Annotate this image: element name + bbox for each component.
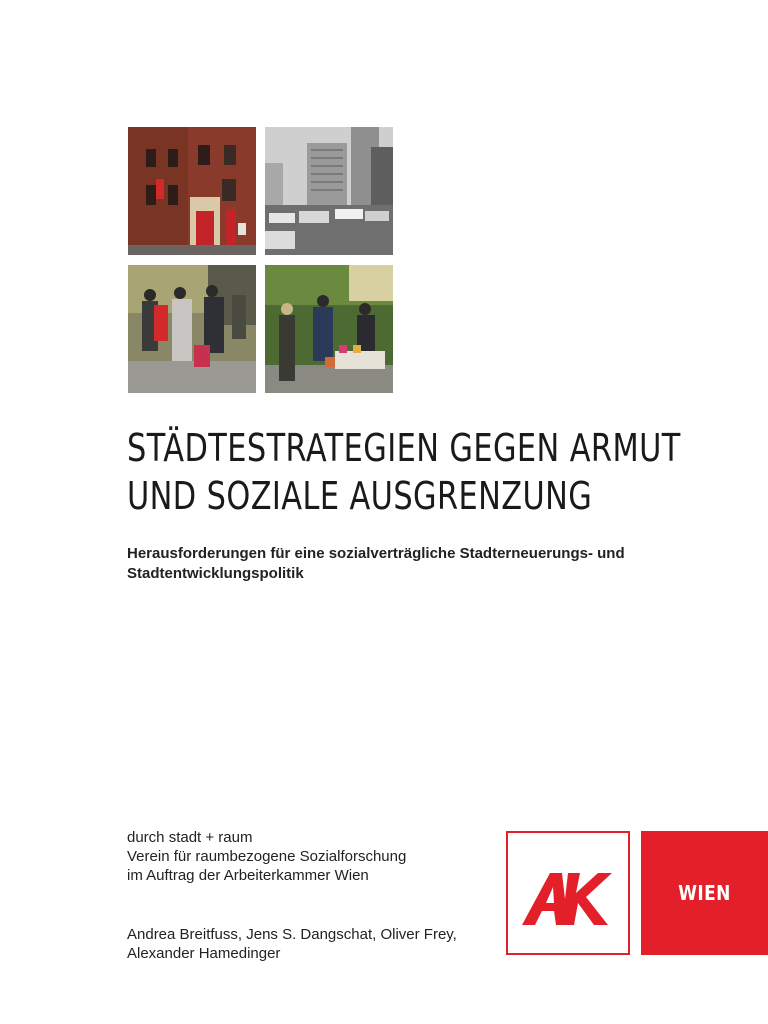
wien-logo-panel [641, 831, 768, 955]
title-line-1: STÄDTESTRATEGIEN GEGEN ARMUT [127, 426, 681, 470]
publisher-line-1: durch stadt + raum [127, 829, 253, 846]
publisher-line-2: Verein für raumbezogene Sozialforschung [127, 848, 407, 865]
street-market-photo [265, 265, 393, 393]
publisher-block [127, 828, 406, 885]
document-subtitle [127, 544, 625, 584]
wien-label: WIEN [678, 881, 731, 905]
ak-logo-mark [508, 833, 628, 953]
title-line-2: UND SOZIALE AUSGRENZUNG [127, 474, 593, 518]
publisher-line-3: im Auftrag der Arbeiterkammer Wien [127, 867, 369, 884]
red-brick-building-photo [128, 127, 256, 255]
document-title [127, 424, 681, 520]
ak-logo [506, 831, 630, 955]
subtitle-line-1: Herausforderungen für eine sozialverträgliche Stadterneuerungs- und [127, 545, 625, 562]
authors-line-1: Andrea Breitfuss, Jens S. Dangschat, Oliver Frey, [127, 926, 457, 943]
authors-block [127, 925, 457, 963]
high-rise-parking-photo [265, 127, 393, 255]
subtitle-line-2: Stadtentwicklungspolitik [127, 565, 304, 582]
people-on-street-photo [128, 265, 256, 393]
authors-line-2: Alexander Hamedinger [127, 945, 281, 962]
